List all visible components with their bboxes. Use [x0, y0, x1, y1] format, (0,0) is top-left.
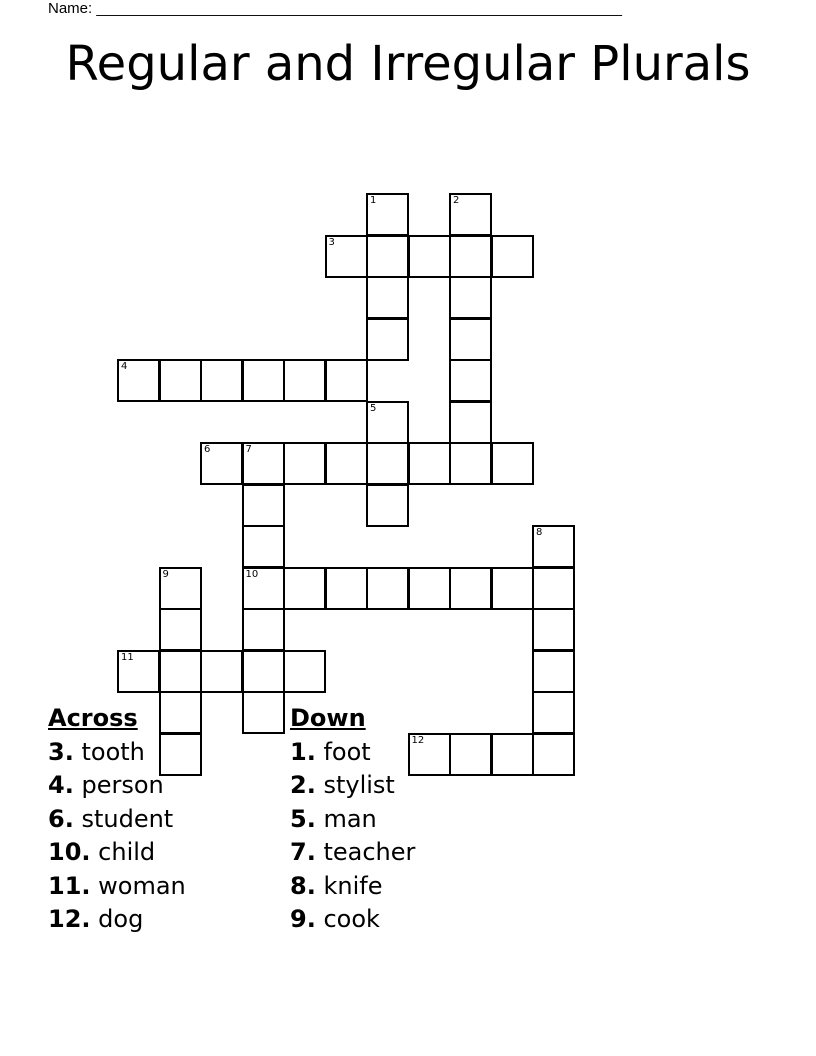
grid-cell[interactable] [449, 567, 492, 610]
clue-text: dog [98, 905, 144, 933]
clue-number: 6. [48, 804, 74, 833]
grid-cell[interactable] [366, 193, 409, 236]
across-clue [48, 903, 186, 937]
clue-text: teacher [323, 838, 416, 866]
grid-cell[interactable] [532, 733, 575, 776]
grid-cell[interactable] [491, 235, 534, 278]
clue-number: 2. [290, 771, 316, 799]
grid-cell[interactable] [325, 235, 368, 278]
clue-number-label: 12 [411, 734, 425, 746]
grid-cell[interactable] [449, 193, 492, 236]
clue-text: man [323, 804, 377, 833]
grid-cell[interactable] [242, 567, 285, 610]
grid-cell[interactable] [366, 567, 409, 610]
grid-cell[interactable] [449, 401, 492, 444]
grid-cell[interactable] [532, 691, 575, 734]
down-clues [290, 702, 415, 937]
grid-cell[interactable] [325, 359, 368, 402]
clue-number-label: 9 [162, 568, 169, 580]
clue-number: 5. [290, 804, 316, 833]
grid-cell[interactable] [449, 359, 492, 402]
clue-number-label: 7 [245, 444, 252, 455]
clue-number-label: 3 [328, 236, 335, 248]
across-heading: Across [48, 704, 138, 732]
grid-cell[interactable] [325, 567, 368, 610]
across-clue [48, 870, 186, 904]
clue-number: 1. [290, 737, 316, 766]
clue-number: 8. [290, 871, 316, 900]
across-clue [48, 836, 186, 870]
grid-cell[interactable] [449, 276, 492, 319]
name-field-label: Name: _______________________________________________________________ [48, 0, 622, 17]
grid-cell[interactable] [117, 650, 160, 693]
grid-cell[interactable] [366, 401, 409, 444]
down-clue [290, 870, 415, 904]
down-clue [290, 769, 415, 803]
clue-text: cook [323, 905, 380, 933]
clue-text: student [81, 804, 174, 833]
clue-number: 10. [48, 838, 91, 866]
grid-cell[interactable] [532, 608, 575, 651]
grid-cell[interactable] [491, 442, 534, 485]
grid-cell[interactable] [532, 650, 575, 693]
across-clue [48, 736, 186, 770]
grid-cell[interactable] [449, 442, 492, 485]
clue-text: stylist [323, 771, 395, 799]
grid-cell[interactable] [159, 567, 202, 610]
clue-number-label: 4 [121, 361, 128, 372]
across-clue [48, 803, 186, 837]
clue-text: knife [323, 871, 383, 900]
clue-text: child [98, 838, 156, 866]
grid-cell[interactable] [491, 733, 534, 776]
grid-cell[interactable] [283, 359, 326, 402]
grid-cell[interactable] [366, 484, 409, 527]
grid-cell[interactable] [117, 359, 160, 402]
grid-cell[interactable] [159, 650, 202, 693]
grid-cell[interactable] [366, 276, 409, 319]
clue-text: person [81, 771, 164, 799]
grid-cell[interactable] [200, 442, 243, 485]
grid-cell[interactable] [366, 235, 409, 278]
grid-cell[interactable] [366, 442, 409, 485]
grid-cell[interactable] [242, 650, 285, 693]
grid-cell[interactable] [242, 442, 285, 485]
clue-number: 9. [290, 905, 316, 933]
grid-cell[interactable] [283, 442, 326, 485]
grid-cell[interactable] [532, 525, 575, 568]
clue-number-label: 5 [370, 402, 377, 414]
clue-number-label: 6 [204, 444, 211, 455]
clue-text: foot [323, 737, 371, 766]
down-clue [290, 736, 415, 770]
clue-number-label: 8 [536, 527, 543, 538]
grid-cell[interactable] [366, 318, 409, 361]
grid-cell[interactable] [532, 567, 575, 610]
grid-cell[interactable] [449, 235, 492, 278]
grid-cell[interactable] [283, 650, 326, 693]
grid-cell[interactable] [408, 442, 451, 485]
down-clue [290, 836, 415, 870]
grid-cell[interactable] [491, 567, 534, 610]
clue-text: tooth [81, 737, 145, 766]
clue-number: 11. [48, 871, 91, 900]
clue-number-label: 2 [453, 195, 460, 206]
clue-number: 7. [290, 838, 316, 866]
down-clue [290, 903, 415, 937]
clue-text: woman [98, 871, 186, 900]
clue-number: 3. [48, 737, 74, 766]
grid-cell[interactable] [408, 235, 451, 278]
grid-cell[interactable] [159, 359, 202, 402]
grid-cell[interactable] [242, 359, 285, 402]
grid-cell[interactable] [242, 608, 285, 651]
clue-number-label: 1 [370, 195, 377, 206]
down-heading: Down [290, 704, 366, 732]
clue-number: 12. [48, 905, 91, 933]
grid-cell[interactable] [242, 484, 285, 527]
clue-number: 4. [48, 771, 74, 799]
across-clue [48, 769, 186, 803]
grid-cell[interactable] [200, 650, 243, 693]
grid-cell[interactable] [325, 442, 368, 485]
clue-number-label: 11 [121, 651, 134, 663]
grid-cell[interactable] [242, 525, 285, 568]
clue-number-label: 10 [245, 568, 259, 580]
down-clue [290, 803, 415, 837]
grid-cell[interactable] [159, 608, 202, 651]
grid-cell[interactable] [449, 733, 492, 776]
grid-cell[interactable] [449, 318, 492, 361]
across-clues [48, 702, 186, 937]
grid-cell[interactable] [242, 691, 285, 734]
grid-cell[interactable] [408, 567, 451, 610]
page-title: Regular and Irregular Plurals [65, 36, 751, 92]
grid-cell[interactable] [200, 359, 243, 402]
grid-cell[interactable] [283, 567, 326, 610]
